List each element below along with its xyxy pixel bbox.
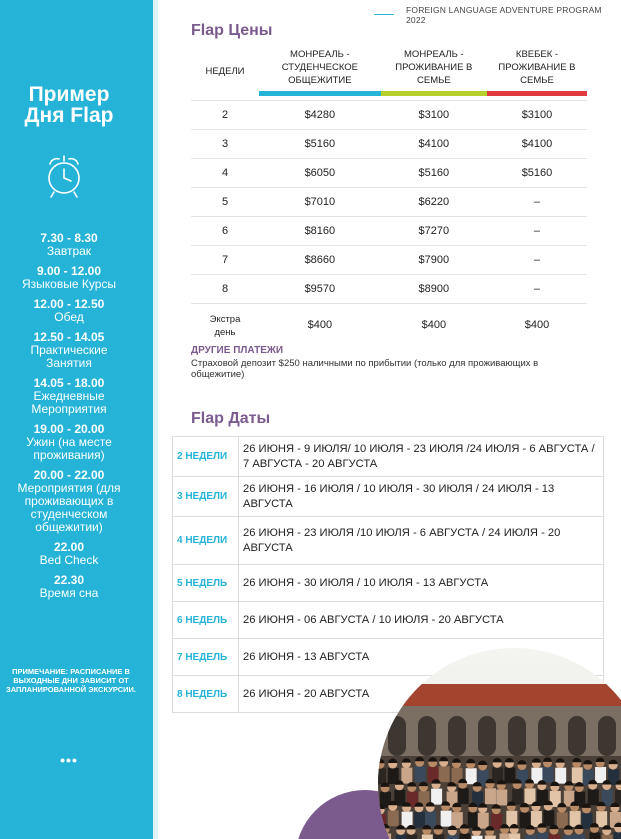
schedule-item <box>0 423 138 462</box>
schedule-label: Завтрак <box>46 244 92 258</box>
schedule-time: 20.00 - 22.00 <box>33 468 105 482</box>
schedule-item <box>0 541 138 567</box>
sidebar-strip <box>153 0 158 839</box>
date-range: 26 ИЮНЯ - 23 ИЮЛЯ /10 ИЮЛЯ - 6 АВГУСТА / 24 ИЮЛЯ - 20 АВГУСТА <box>239 517 604 565</box>
column-header-label: КВЕБЕК - ПРОЖИВАНИЕ В СЕМЬЕ <box>498 49 576 86</box>
prices-title: Flap Цены <box>191 22 273 39</box>
date-range: 26 ИЮНЯ - 13 АВГУСТА <box>239 639 604 676</box>
extra-day-label: Экстра день <box>191 304 259 348</box>
weeks-cell: 8 <box>191 275 259 304</box>
price-cell: $5160 <box>259 130 381 159</box>
table-row <box>191 188 587 217</box>
weeks-cell: 7 <box>191 246 259 275</box>
duration-label: 2 НЕДЕЛИ <box>173 437 239 477</box>
duration-label: 4 НЕДЕЛИ <box>173 517 239 565</box>
schedule-time: 12.50 - 14.05 <box>33 330 105 344</box>
price-cell: $5160 <box>381 159 487 188</box>
price-cell: $8660 <box>259 246 381 275</box>
dates-row <box>173 565 604 602</box>
schedule-label: Bed Check <box>39 553 99 567</box>
sidebar <box>0 0 153 839</box>
prices-column-header <box>381 48 487 101</box>
schedule-label: Языковые Курсы <box>21 277 116 291</box>
price-cell: $4100 <box>381 130 487 159</box>
duration-label: 6 НЕДЕЛЬ <box>173 602 239 639</box>
weeks-cell: 2 <box>191 101 259 130</box>
schedule-time: 14.05 - 18.00 <box>33 376 105 390</box>
weeks-cell: 4 <box>191 159 259 188</box>
column-color-bar <box>259 91 381 96</box>
schedule-note: ПРИМЕЧАНИЕ: РАСПИСАНИЕ В ВЫХОДНЫЕ ДНИ ЗАВИСИТ ОТ ЗАПЛАНИРОВАННОЙ ЭКСКУРСИИ. <box>6 667 136 694</box>
schedule-item <box>0 469 138 534</box>
dots-decoration: ••• <box>60 752 78 768</box>
price-cell: $8900 <box>381 275 487 304</box>
program-title: FOREIGN LANGUAGE ADVENTURE PROGRAM 2022 <box>406 5 602 25</box>
extra-day-price: $400 <box>381 304 487 348</box>
extra-day-price: $400 <box>487 304 587 348</box>
prices-column-header <box>259 48 381 101</box>
date-range: 26 ИЮНЯ - 16 ИЮЛЯ / 10 ИЮЛЯ - 30 ИЮЛЯ / 24 ИЮЛЯ - 13 АВГУСТА <box>239 477 604 517</box>
schedule-time: 22.30 <box>53 573 85 587</box>
column-header-label: МОНРЕАЛЬ - СТУДЕНЧЕСКОЕ ОБЩЕЖИТИЕ <box>281 49 358 86</box>
schedule-time: 7.30 - 8.30 <box>40 231 98 245</box>
column-color-bar <box>487 91 587 96</box>
weeks-cell: 6 <box>191 217 259 246</box>
duration-label: 7 НЕДЕЛЬ <box>173 639 239 676</box>
sidebar-title-line1: Пример <box>28 83 110 106</box>
date-range: 26 ИЮНЯ - 20 АВГУСТА <box>239 676 604 713</box>
duration-label: 8 НЕДЕЛЬ <box>173 676 239 713</box>
prices-table <box>191 48 587 348</box>
price-cell: $3100 <box>381 101 487 130</box>
price-cell: $8160 <box>259 217 381 246</box>
schedule-item <box>0 232 138 258</box>
other-fees-text: Страховой депозит $250 наличными по прибытии (только для проживающих в общежитие) <box>191 358 539 380</box>
extra-day-row <box>191 304 587 348</box>
weeks-cell: 3 <box>191 130 259 159</box>
table-row <box>191 246 587 275</box>
duration-label: 3 НЕДЕЛИ <box>173 477 239 517</box>
schedule-label: Мероприятия (для проживающих в студенческом общежитии) <box>17 481 121 534</box>
table-row <box>191 217 587 246</box>
alarm-clock-icon <box>44 152 84 200</box>
schedule-label: Ежедневные Мероприятия <box>31 389 107 416</box>
duration-label: 5 НЕДЕЛЬ <box>173 565 239 602</box>
price-cell: $5160 <box>487 159 587 188</box>
schedule-item <box>0 265 138 291</box>
schedule-item <box>0 298 138 324</box>
sidebar-title-line2: Дня Flap <box>24 104 114 127</box>
schedule-label: Обед <box>54 310 84 324</box>
schedule-item <box>0 574 138 600</box>
table-row <box>191 101 587 130</box>
prices-column-header <box>487 48 587 101</box>
schedule-label: Время сна <box>39 586 99 600</box>
column-header-label: МОНРЕАЛЬ - ПРОЖИВАНИЕ В СЕМЬЕ <box>395 49 473 86</box>
price-cell: $4100 <box>487 130 587 159</box>
price-cell: $9570 <box>259 275 381 304</box>
price-cell: $4280 <box>259 101 381 130</box>
schedule-time: 22.00 <box>53 540 85 554</box>
column-color-bar <box>381 91 487 96</box>
dates-row <box>173 602 604 639</box>
price-cell: $6050 <box>259 159 381 188</box>
schedule-item <box>0 331 138 370</box>
dates-row <box>173 477 604 517</box>
price-cell: – <box>487 188 587 217</box>
column-header-label: НЕДЕЛИ <box>205 66 245 77</box>
date-range: 26 ИЮНЯ - 9 ИЮЛЯ/ 10 ИЮЛЯ - 23 ИЮЛЯ /24 ИЮЛЯ - 6 АВГУСТА / 7 АВГУСТА - 20 АВГУСТА <box>239 437 604 477</box>
table-row <box>191 159 587 188</box>
schedule-item <box>0 377 138 416</box>
price-cell: – <box>487 217 587 246</box>
price-cell: $7010 <box>259 188 381 217</box>
schedule-time: 19.00 - 20.00 <box>33 422 105 436</box>
price-cell: – <box>487 246 587 275</box>
price-cell: $7900 <box>381 246 487 275</box>
prices-column-header <box>191 48 259 101</box>
dates-row <box>173 517 604 565</box>
table-row <box>191 275 587 304</box>
other-fees-title: ДРУГИЕ ПЛАТЕЖИ <box>191 345 284 356</box>
other-fees <box>191 345 586 380</box>
schedule-label: Практические Занятия <box>30 343 108 370</box>
date-range: 26 ИЮНЯ - 30 ИЮЛЯ / 10 ИЮЛЯ - 13 АВГУСТА <box>239 565 604 602</box>
extra-day-price: $400 <box>259 304 381 348</box>
schedule-label: Ужин (на месте проживания) <box>26 435 112 462</box>
date-range: 26 ИЮНЯ - 06 АВГУСТА / 10 ИЮЛЯ - 20 АВГУСТА <box>239 602 604 639</box>
weeks-cell: 5 <box>191 188 259 217</box>
price-cell: – <box>487 275 587 304</box>
daily-schedule <box>0 232 138 607</box>
sidebar-title <box>0 84 138 126</box>
dates-title: Flap Даты <box>191 410 271 427</box>
header-line <box>374 14 394 15</box>
schedule-time: 12.00 - 12.50 <box>33 297 105 311</box>
schedule-time: 9.00 - 12.00 <box>36 264 102 278</box>
dates-row <box>173 437 604 477</box>
price-cell: $3100 <box>487 101 587 130</box>
price-cell: $6220 <box>381 188 487 217</box>
table-row <box>191 130 587 159</box>
price-cell: $7270 <box>381 217 487 246</box>
